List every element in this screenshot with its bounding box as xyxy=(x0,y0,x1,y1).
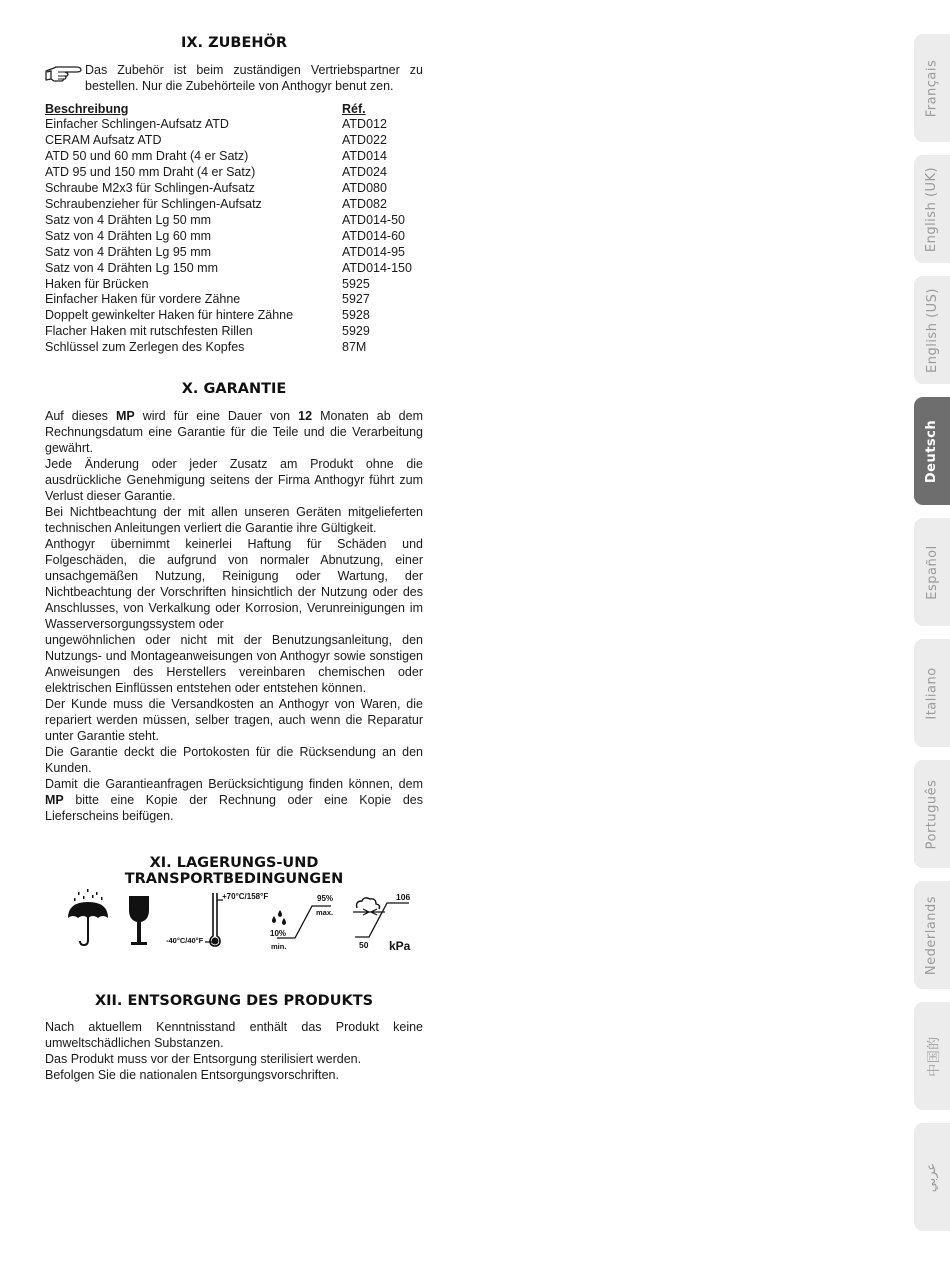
humidity-min-label: 10% xyxy=(270,929,287,938)
item-description: Satz von 4 Drähten Lg 60 mm xyxy=(45,228,212,243)
item-ref: 5928 xyxy=(342,308,370,323)
table-row xyxy=(45,117,412,133)
item-ref: ATD014-60 xyxy=(342,228,405,243)
temp-min-label: -40°C/40°F xyxy=(166,936,204,945)
item-ref: 5927 xyxy=(342,292,370,307)
warranty-paragraph: Die Garantie deckt die Portokosten für die Rücksendung an den Kunden. xyxy=(45,745,423,775)
item-ref: ATD080 xyxy=(342,180,387,195)
item-ref: ATD022 xyxy=(342,132,387,147)
item-description: ATD 95 und 150 mm Draht (4 er Satz) xyxy=(45,164,256,179)
tab-francais[interactable] xyxy=(914,34,950,142)
accessories-table xyxy=(45,101,412,356)
item-description: Satz von 4 Drähten Lg 150 mm xyxy=(45,260,219,275)
table-row xyxy=(45,292,412,308)
item-ref: ATD082 xyxy=(342,196,387,211)
language-tabs xyxy=(914,0,950,1280)
section-title-storage: XI. LAGERUNGS-UND TRANSPORTBEDINGUNGEN xyxy=(124,855,344,887)
tab-portugues[interactable] xyxy=(914,760,950,868)
table-row xyxy=(45,229,412,245)
fragile-glass-icon xyxy=(129,896,149,945)
tab-nederlands[interactable] xyxy=(914,881,950,989)
pressure-max-label: 106 xyxy=(396,892,411,902)
pointing-hand-icon xyxy=(45,62,83,84)
item-description: Schlüssel zum Zerlegen des Kopfes xyxy=(45,340,245,355)
text-span: Damit die Garantieanfragen Berücksichtigung finden können, dem xyxy=(45,777,423,791)
temperature-limit-icon xyxy=(166,892,268,946)
table-row xyxy=(45,197,412,213)
section-title-accessories: IX. ZUBEHÖR xyxy=(180,35,287,51)
humidity-min-text: min. xyxy=(271,942,287,951)
item-ref: ATD014-95 xyxy=(342,244,405,259)
table-row xyxy=(45,245,412,261)
text-span: bitte eine Kopie der Rechnung oder eine Kopie des Lieferscheins beifügen. xyxy=(45,793,423,823)
tab-label: Nederlands xyxy=(924,895,940,975)
humidity-max-label: 95% xyxy=(317,894,334,903)
item-description: Satz von 4 Drähten Lg 95 mm xyxy=(45,244,212,259)
disposal-paragraph: Das Produkt muss vor der Entsorgung sterilisiert werden. xyxy=(45,1052,362,1066)
item-description: ATD 50 und 60 mm Draht (4 er Satz) xyxy=(45,148,249,163)
tab-label: English (US) xyxy=(924,287,940,373)
warranty-paragraph: ungewöhnlichen oder nicht mit der Benutzungsanleitung, den Nutzungs- und Montageanweisungen von Anthogyr sowie sonstigen Anweisungen des Herstellers vereinbaren chemischen oder elektrischen Einflüssen entstehen oder entstehen können. xyxy=(45,633,423,695)
tab-english-uk[interactable] xyxy=(914,155,950,263)
tab-chinese[interactable] xyxy=(914,1002,950,1110)
storage-symbols xyxy=(65,888,415,956)
disposal-paragraph: Nach aktuellem Kenntnisstand enthält das Produkt keine umweltschädlichen Substanzen. xyxy=(45,1020,423,1050)
warranty-paragraph: Jede Änderung oder jeder Zusatz am Produkt ohne die ausdrückliche Genehmigung seitens der Firma Anthogyr führt zum Verlust dieser Garantie. xyxy=(45,457,423,503)
table-row xyxy=(45,324,412,340)
disposal-text xyxy=(45,1019,423,1083)
item-description: Doppelt gewinkelter Haken für hintere Zähne xyxy=(45,308,294,323)
table-row xyxy=(45,340,412,356)
tab-label: عربي xyxy=(924,1162,940,1192)
item-description: Satz von 4 Drähten Lg 50 mm xyxy=(45,212,212,227)
warranty-paragraph xyxy=(45,408,423,456)
tab-deutsch[interactable] xyxy=(914,397,950,505)
section-title-disposal: XII. ENTSORGUNG DES PRODUKTS xyxy=(94,993,374,1009)
humidity-limit-icon xyxy=(270,894,333,951)
section-title-warranty: X. GARANTIE xyxy=(181,381,287,397)
tab-espanol[interactable] xyxy=(914,518,950,626)
text-span: wird für eine Dauer von xyxy=(134,409,299,423)
warranty-paragraph xyxy=(45,776,423,824)
item-description: Einfacher Schlingen-Aufsatz ATD xyxy=(45,117,229,131)
tab-italiano[interactable] xyxy=(914,639,950,747)
table-row xyxy=(45,213,412,229)
accessories-note xyxy=(45,62,423,94)
tab-label: 中国的 xyxy=(926,1035,942,1077)
item-ref: ATD024 xyxy=(342,164,387,179)
text-span: Auf dieses xyxy=(45,409,116,423)
column-header-ref: Réf. xyxy=(342,102,366,116)
item-ref: 5925 xyxy=(342,276,370,291)
table-row xyxy=(45,133,412,149)
table-row xyxy=(45,308,412,324)
disposal-paragraph: Befolgen Sie die nationalen Entsorgungsvorschriften. xyxy=(45,1068,339,1082)
item-description: Haken für Brücken xyxy=(45,276,149,291)
table-row xyxy=(45,277,412,293)
item-ref: 87M xyxy=(342,340,367,355)
column-header-description: Beschreibung xyxy=(45,102,129,116)
text-span: Monaten ab dem Rechnungsdatum eine Garantie für die Teile und die Verarbeitung gewährt. xyxy=(45,409,423,455)
mp-emphasis: MP xyxy=(45,793,64,807)
table-row xyxy=(45,165,412,181)
tab-label: English (UK) xyxy=(924,166,940,252)
item-description: Schraubenzieher für Schlingen-Aufsatz xyxy=(45,196,262,211)
item-ref: ATD014 xyxy=(342,148,387,163)
item-ref: ATD014-150 xyxy=(342,260,412,275)
warranty-paragraph: Der Kunde muss die Versandkosten an Anthogyr von Waren, die repariert werden müssen, selber tragen, auch wenn die Reparatur unter Garantie steht. xyxy=(45,697,423,743)
item-description: CERAM Aufsatz ATD xyxy=(45,132,162,147)
tab-label: Español xyxy=(924,544,940,600)
item-ref: 5929 xyxy=(342,324,370,339)
keep-dry-umbrella-icon xyxy=(68,889,108,945)
table-row xyxy=(45,261,412,277)
pressure-min-label: 50 xyxy=(359,940,369,950)
item-description: Einfacher Haken für vordere Zähne xyxy=(45,292,241,307)
warranty-text xyxy=(45,408,423,824)
pressure-unit-label: kPa xyxy=(389,939,411,953)
note-line-1: Das Zubehör ist beim zuständigen Vertriebspartner zu xyxy=(85,63,423,77)
months-emphasis: 12 xyxy=(298,409,313,423)
tab-label: Deutsch xyxy=(924,419,940,483)
note-line-2: bestellen. Nur die Zubehörteile von Anthogyr benut zen. xyxy=(85,79,394,93)
warranty-paragraph: Bei Nichtbeachtung der mit allen unseren Geräten mitgelieferten technischen Anleitungen verliert die Garantie ihre Gültigkeit. xyxy=(45,505,423,535)
table-row xyxy=(45,149,412,165)
item-description: Schraube M2x3 für Schlingen-Aufsatz xyxy=(45,180,255,195)
table-header-row xyxy=(45,101,412,117)
tab-label: Italiano xyxy=(924,666,940,720)
item-ref: ATD012 xyxy=(342,117,387,131)
humidity-max-text: max. xyxy=(316,908,334,917)
tab-label: Français xyxy=(924,59,940,117)
mp-emphasis: MP xyxy=(115,409,135,423)
table-row xyxy=(45,181,412,197)
warranty-paragraph: Anthogyr übernimmt keinerlei Haftung für Schäden und Folgeschäden, die aufgrund von normaler Abnutzung, einer unsachgemäßen Nutzung, Reinigung oder Wartung, der Nichtbeachtung der Vorschriften hinsichtlich der Nutzung oder des Anschlusses, von Verkalkung oder Korrosion, Verunreinigungen im Wasserversorgungssystem oder xyxy=(45,537,423,631)
item-ref: ATD014-50 xyxy=(342,212,405,227)
tab-label: Português xyxy=(924,779,940,849)
item-description: Flacher Haken mit rutschfesten Rillen xyxy=(45,324,253,339)
tab-english-us[interactable] xyxy=(914,276,950,384)
temp-max-label: +70°C/158°F xyxy=(222,892,269,901)
pressure-limit-icon xyxy=(353,892,411,953)
tab-arabic[interactable] xyxy=(914,1123,950,1231)
